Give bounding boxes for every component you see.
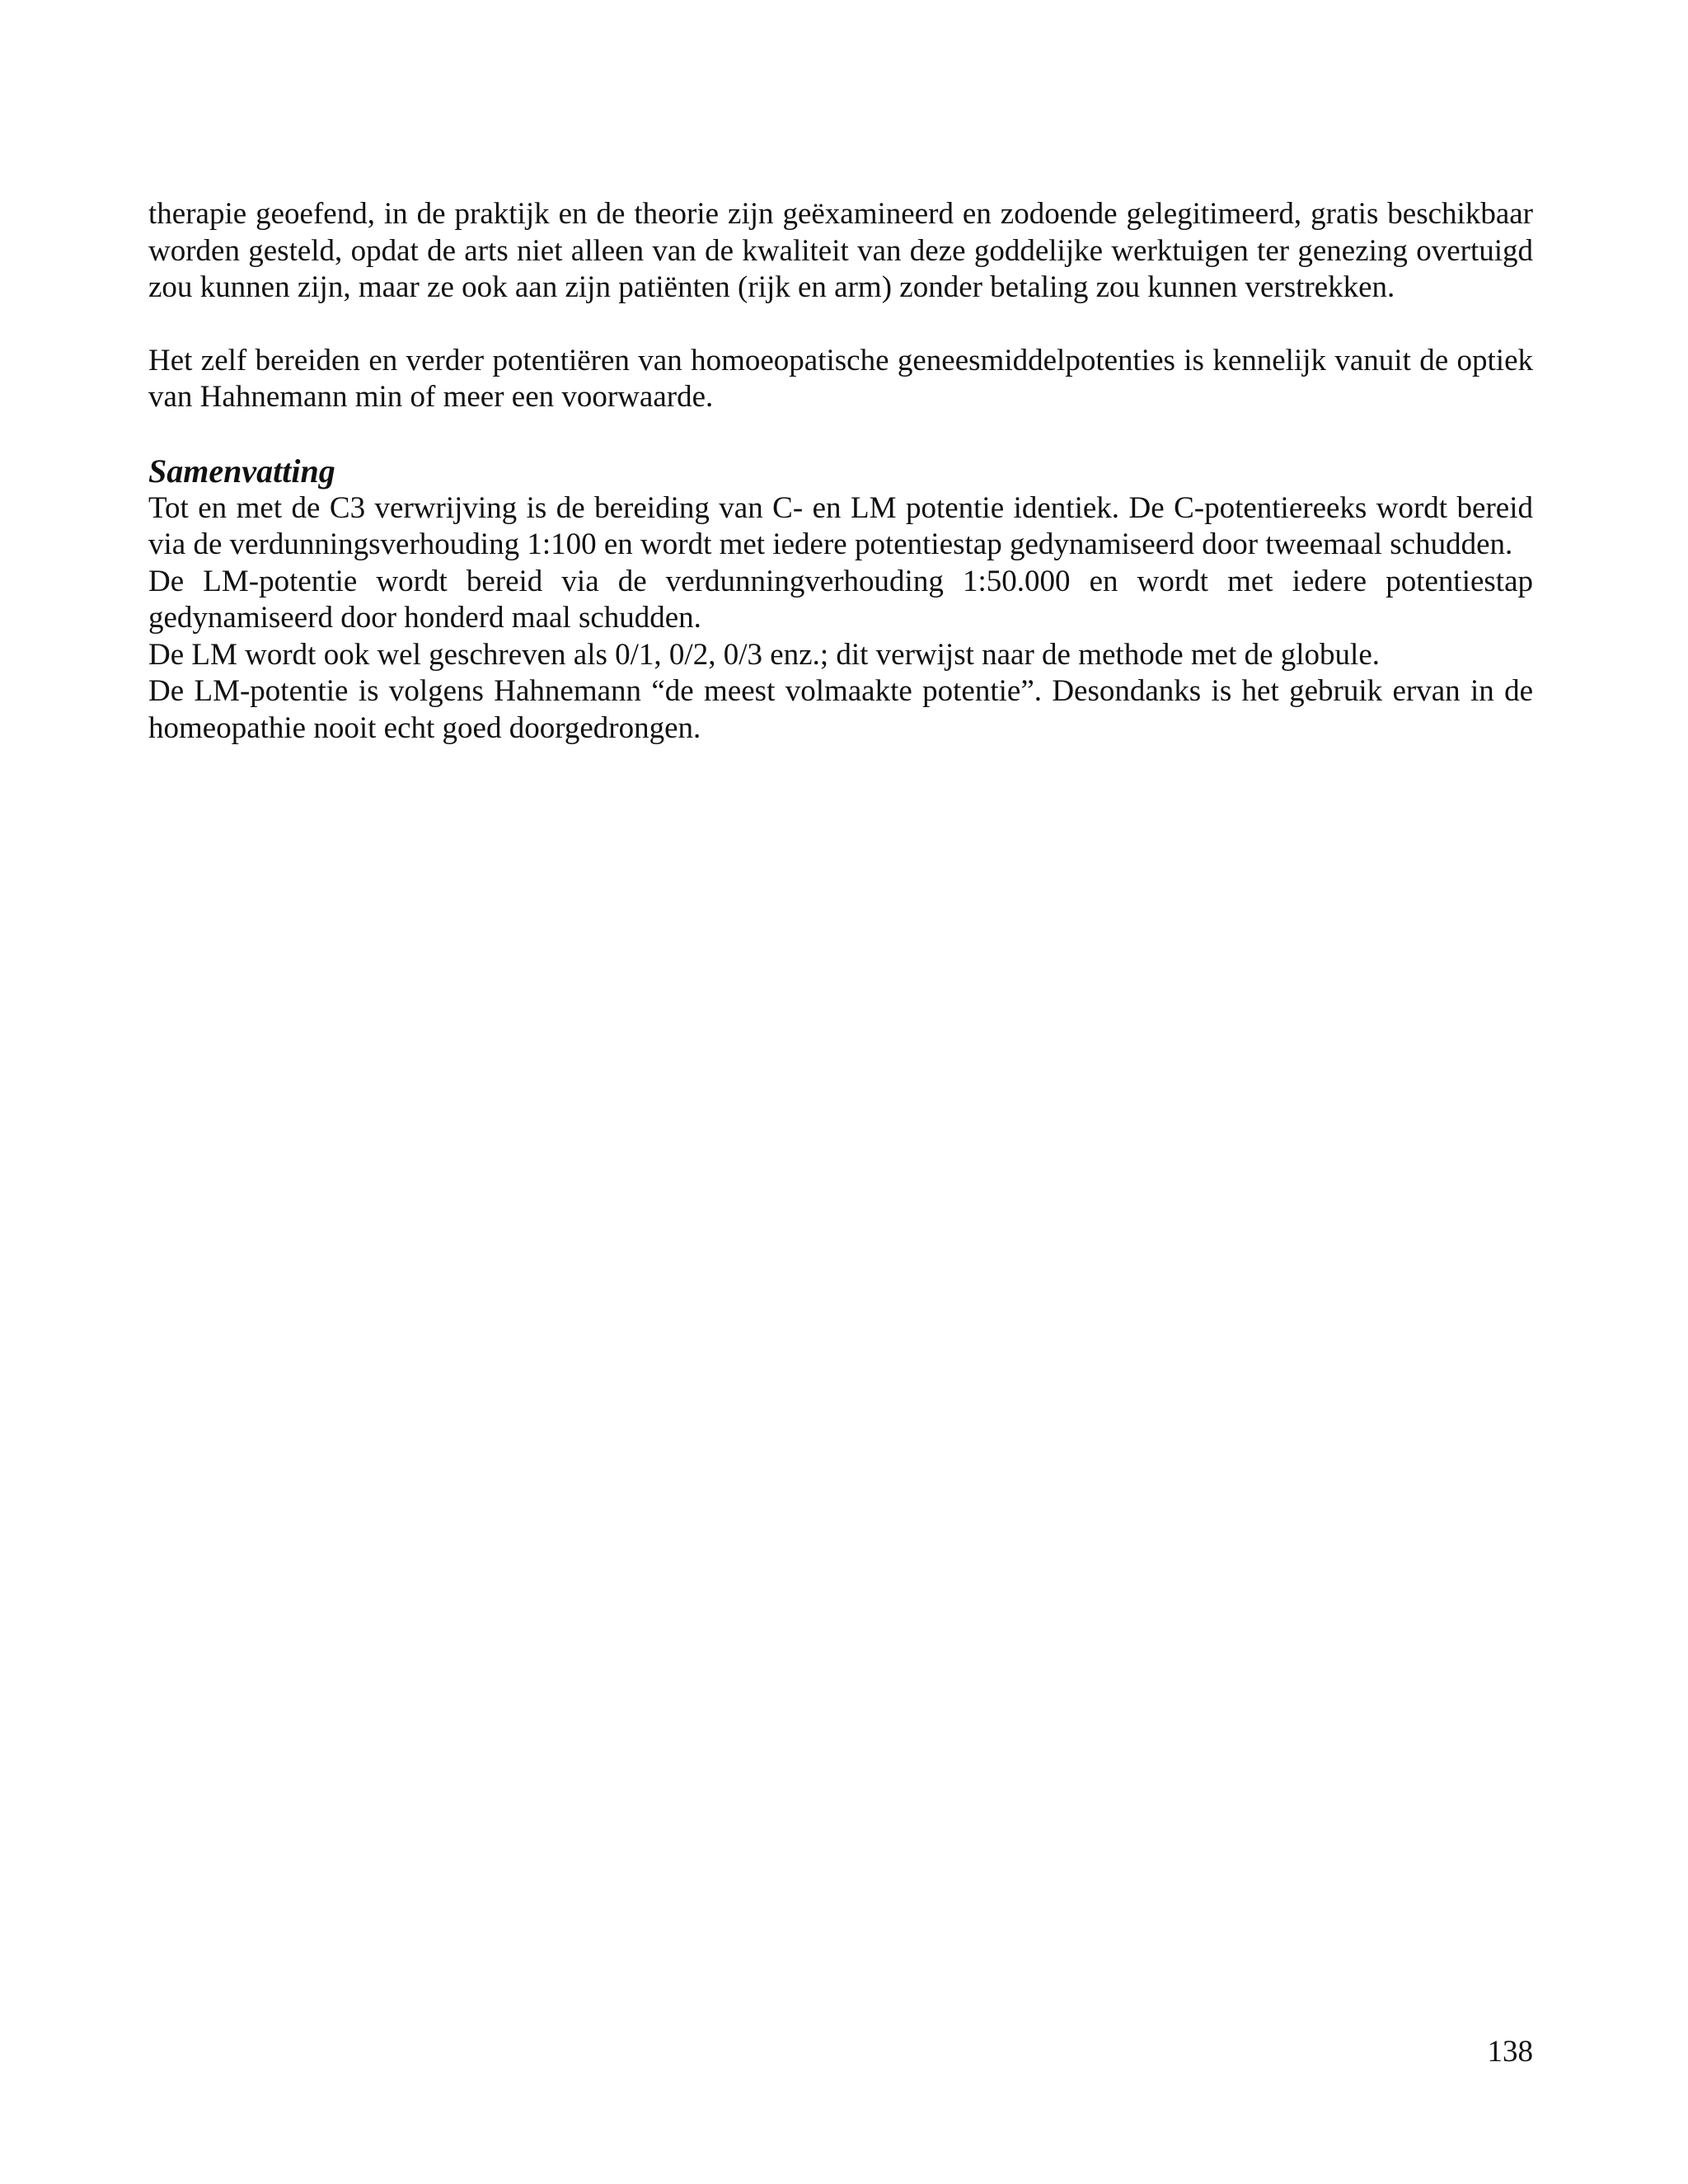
body-paragraph: therapie geoefend, in de praktijk en de theorie zijn geëxamineerd en zodoende gelegitimeerd, gratis beschikbaar worden gesteld, opdat de arts niet alleen van de kwaliteit van deze goddelijke werktuigen ter genezing overtuigd zou kunnen zijn, maar ze ook aan zijn patiënten (rijk en arm) zonder betaling zou kunnen verstrekken. [148, 197, 1533, 304]
summary-paragraph: Tot en met de C3 verwrijving is de bereiding van C- en LM potentie identiek. De C-potentiereeks wordt bereid via de verdunningsverhouding 1:100 en wordt met iedere potentiestap gedynamiseerd door tweemaal schudden. [148, 490, 1533, 561]
body-paragraph: Het zelf bereiden en verder potentiëren van homoeopatische geneesmiddelpotenties is kennelijk vanuit de optiek van Hahnemann min of meer een voorwaarde. [148, 343, 1533, 414]
section-heading: Samenvatting [148, 452, 335, 490]
summary-paragraph: De LM wordt ook wel geschreven als 0/1, 0/2, 0/3 enz.; dit verwijst naar de methode met de globule. [148, 637, 1381, 672]
summary-paragraph: De LM-potentie is volgens Hahnemann “de meest volmaakte potentie”. Desondanks is het gebruik ervan in de homeopathie nooit echt goed doorgedrongen. [148, 674, 1533, 745]
summary-paragraph: De LM-potentie wordt bereid via de verdunningverhouding 1:50.000 en wordt met iedere potentiestap gedynamiseerd door honderd maal schudden. [148, 564, 1533, 635]
page-body [148, 196, 1533, 747]
page-number: 138 [1487, 2035, 1533, 2069]
